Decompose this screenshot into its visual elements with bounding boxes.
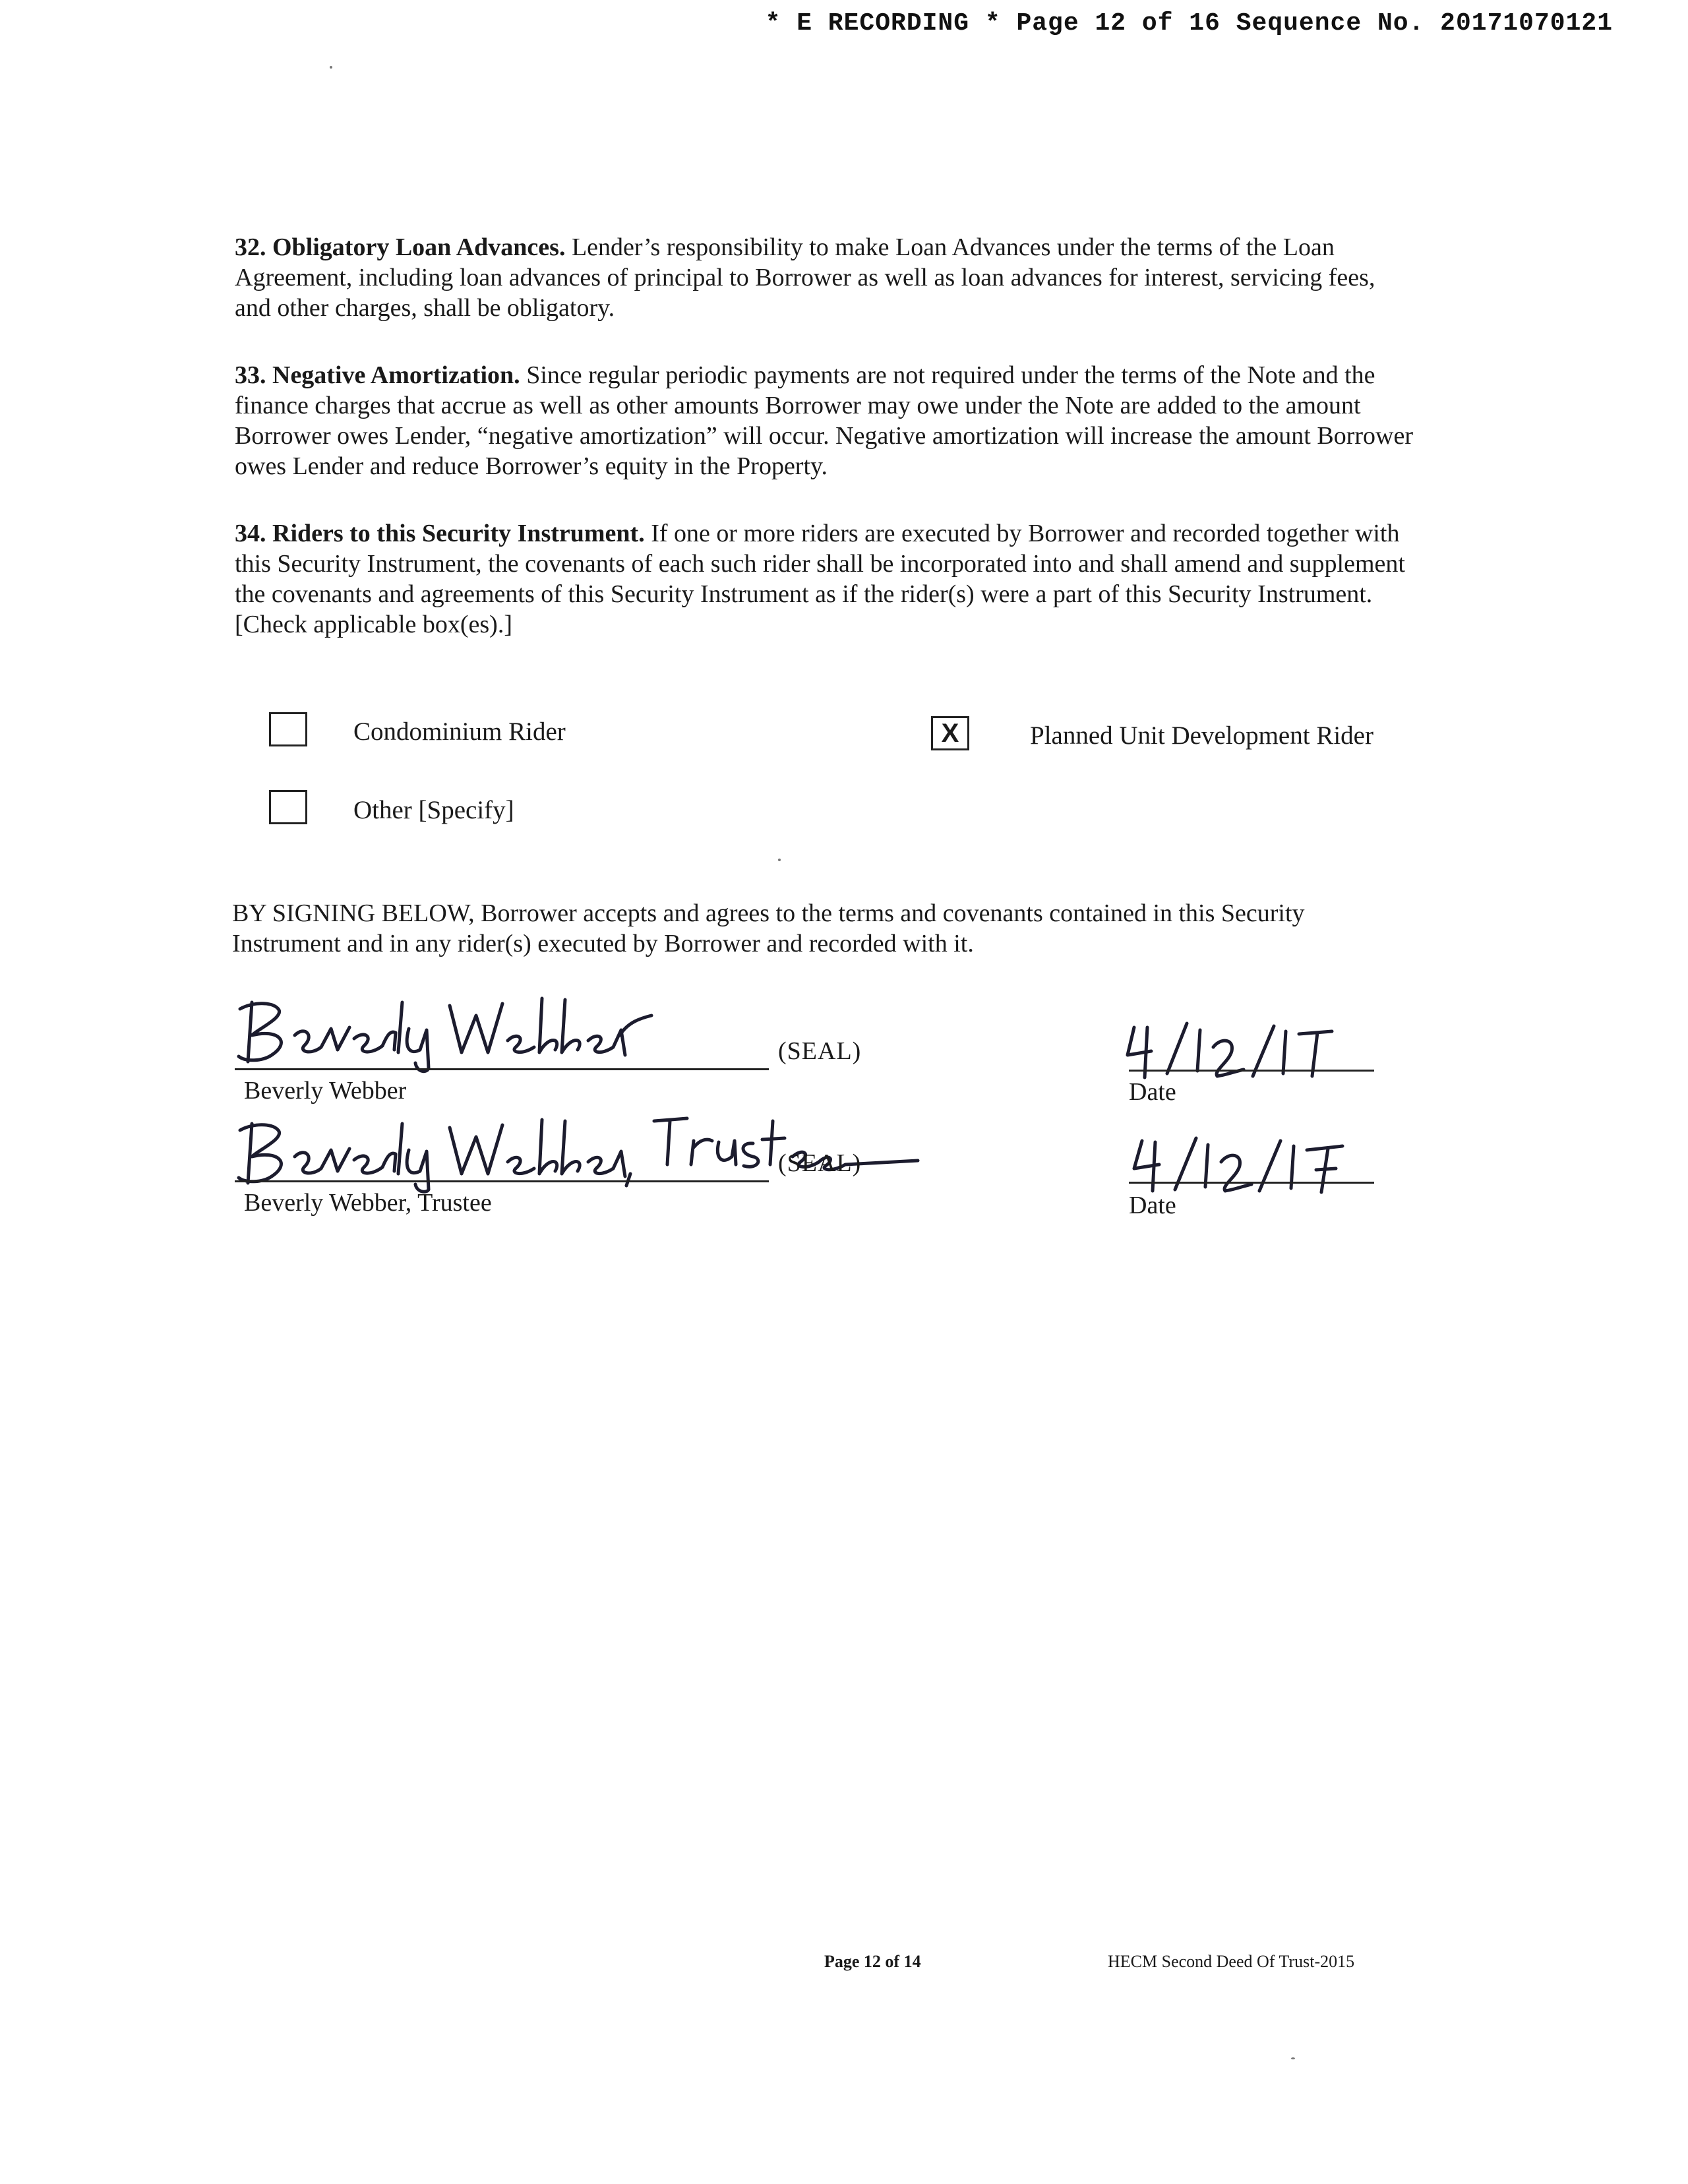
borrower-signature <box>232 989 773 1075</box>
signer-name: Beverly Webber, Trustee <box>244 1189 492 1217</box>
signature-line <box>235 1068 769 1070</box>
section-body: If one or more riders are executed by Borrower and recorded together with this Security Instrument, the covenants of each such rider shall be incorporated into and shall amend and supplement the covenants and agreements of this Security Instrument as if the rider(s) were a part of this Security Instrument. [Check applicable box(es).] <box>235 520 1405 638</box>
section-number: 34. <box>235 520 266 547</box>
section-body: Since regular periodic payments are not required under the terms of the Note and the finance charges that accrue as well as other amounts Borrower may owe under the Note are added to the amount Borrower owes Lender, “negative amortization” will occur. Negative amortization will increase the amount Borrower owes Lender and reduce Borrower’s equity in the Property. <box>235 361 1413 480</box>
date-line <box>1129 1182 1374 1184</box>
handwritten-date <box>1128 1130 1365 1196</box>
section-body: Lender’s responsibility to make Loan Advances under the terms of the Loan Agreement, including loan advances of principal to Borrower as well as loan advances for interest, servicing fees, and other charges, shall be obligatory. <box>235 233 1375 322</box>
recording-header: * E RECORDING * Page 12 of 16 Sequence No. 20171070121 <box>765 9 1613 38</box>
handwritten-date-ink <box>1128 1130 1365 1196</box>
pud-rider-label: Planned Unit Development Rider <box>1030 721 1373 750</box>
section-heading: Negative Amortization. <box>272 361 520 389</box>
pud-rider-checkbox[interactable]: X <box>931 716 969 750</box>
seal-label: (SEAL) <box>778 1037 862 1065</box>
trustee-signature <box>232 1101 931 1194</box>
section-33 <box>235 360 1415 481</box>
signature-line <box>235 1180 769 1182</box>
signer-name: Beverly Webber <box>244 1077 407 1105</box>
condominium-rider-label: Condominium Rider <box>353 717 566 746</box>
seal-label: (SEAL) <box>778 1149 862 1177</box>
scan-speck <box>330 66 332 69</box>
section-34 <box>235 518 1415 640</box>
section-number: 33. <box>235 361 266 389</box>
scan-speck <box>1291 2057 1295 2059</box>
handwritten-signature <box>232 989 773 1075</box>
other-rider-checkbox[interactable] <box>269 790 307 824</box>
handwritten-signature <box>232 1101 931 1194</box>
signing-statement: BY SIGNING BELOW, Borrower accepts and agrees to the terms and covenants contained in this Security Instrument and in any rider(s) executed by Borrower and recorded with it. <box>232 899 1305 957</box>
section-number: 32. <box>235 233 266 261</box>
date-label: Date <box>1129 1078 1176 1106</box>
condominium-rider-checkbox[interactable] <box>269 712 307 746</box>
section-heading: Riders to this Security Instrument. <box>272 520 645 547</box>
date-label: Date <box>1129 1192 1176 1219</box>
date-line <box>1129 1070 1374 1072</box>
section-heading: Obligatory Loan Advances. <box>272 233 566 261</box>
scan-speck <box>778 859 781 861</box>
footer-form-name: HECM Second Deed Of Trust-2015 <box>1108 1952 1355 1971</box>
other-rider-label: Other [Specify] <box>353 796 514 824</box>
section-32 <box>235 232 1415 323</box>
footer-page-number: Page 12 of 14 <box>824 1952 921 1971</box>
